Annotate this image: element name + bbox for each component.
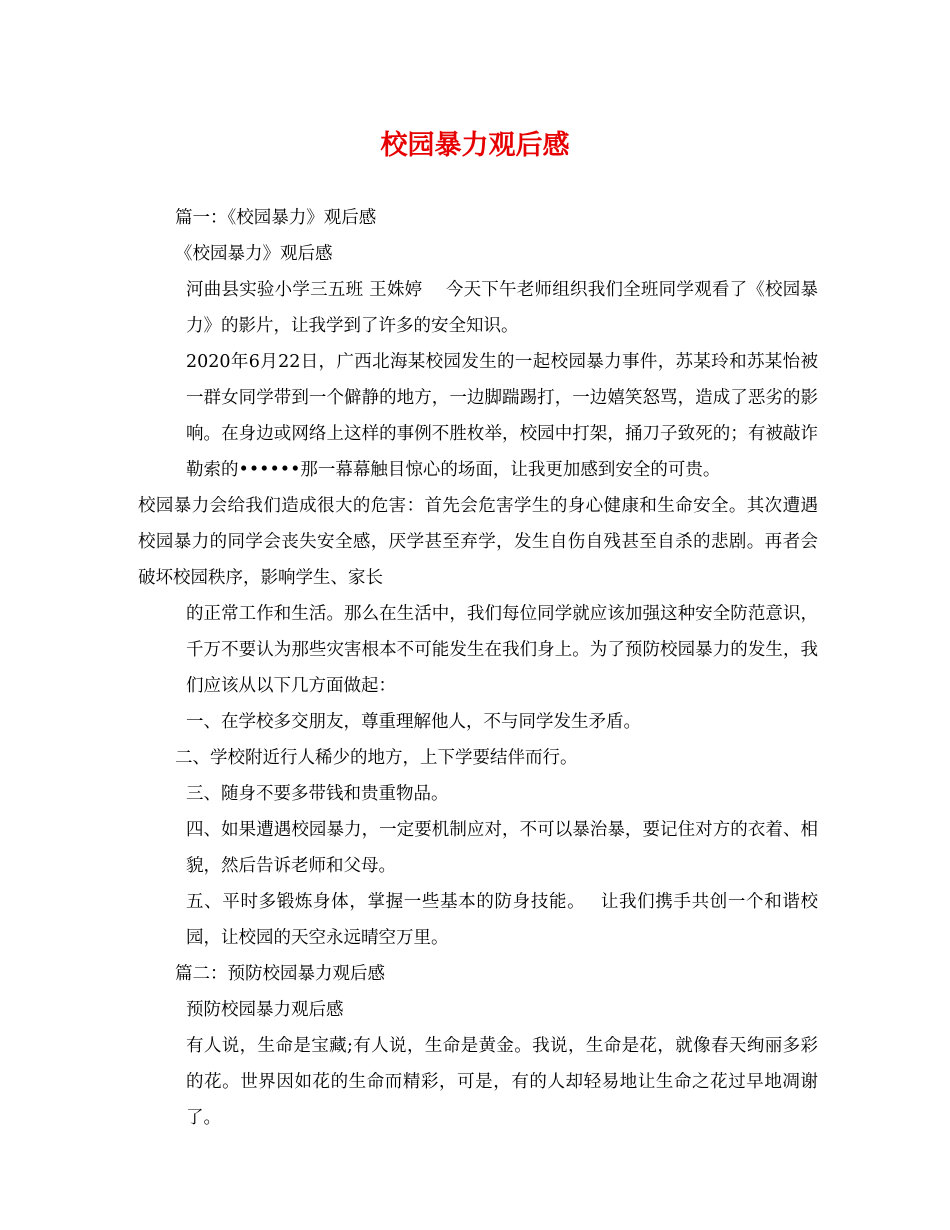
document-body bbox=[138, 200, 818, 1136]
list-item: 二、学校附近行人稀少的地方，上下学要结伴而行。 bbox=[175, 748, 578, 768]
paragraph: 有人说，生命是宝藏;有人说，生命是黄金。我说，生命是花，就像春天绚丽多彩的花。世界因如花的生命而精彩，可是，有的人却轻易地让生命之花过早地凋谢了。 bbox=[186, 1036, 818, 1128]
section-heading-1: 篇一：《校园暴力》观后感 bbox=[175, 208, 377, 228]
list-item: 三、随身不要多带钱和贵重物品。 bbox=[186, 784, 449, 804]
list-item: 五、平时多锻炼身体，掌握一些基本的防身技能。 让我们携手共创一个和谐校园，让校园的天空永远晴空万里。 bbox=[186, 892, 818, 948]
section-heading-2: 篇二：预防校园暴力观后感 bbox=[175, 964, 385, 984]
document-title: 校园暴力观后感 bbox=[380, 130, 570, 161]
paragraph: 校园暴力会给我们造成很大的危害：首先会危害学生的身心健康和生命安全。其次遭遇校园暴力的同学会丧失安全感，厌学甚至弃学，发生自伤自残甚至自杀的悲剧。再者会破坏校园秩序，影响学生、家长 bbox=[138, 496, 818, 588]
list-item: 四、如果遭遇校园暴力，一定要机制应对，不可以暴治暴，要记住对方的衣着、相貌，然后告诉老师和父母。 bbox=[186, 820, 818, 876]
paragraph: 的正常工作和生活。那么在生活中，我们每位同学就应该加强这种安全防范意识，千万不要认为那些灾害根本不可能发生在我们身上。为了预防校园暴力的发生，我们应该从以下几方面做起： bbox=[186, 604, 818, 696]
paragraph: 2020年6月22日，广西北海某校园发生的一起校园暴力事件，苏某玲和苏某怡被一群女同学带到一个僻静的地方，一边脚踹踢打，一边嬉笑怒骂，造成了恶劣的影响。在身边或网络上这样的事例不胜枚举，校园中打架，捅刀子致死的；有被敲诈勒索的••••••那一幕幕触目惊心的场面，让我更加感到安全的可贵。 bbox=[186, 352, 818, 480]
paragraph: 河曲县实验小学三五班 王姝婷 今天下午老师组织我们全班同学观看了《校园暴力》的影片，让我学到了许多的安全知识。 bbox=[186, 280, 818, 336]
section-subtitle-1: 《校园暴力》观后感 bbox=[175, 244, 333, 264]
list-item: 一、在学校多交朋友，尊重理解他人，不与同学发生矛盾。 bbox=[186, 712, 641, 732]
section-subtitle-2: 预防校园暴力观后感 bbox=[186, 1000, 344, 1020]
